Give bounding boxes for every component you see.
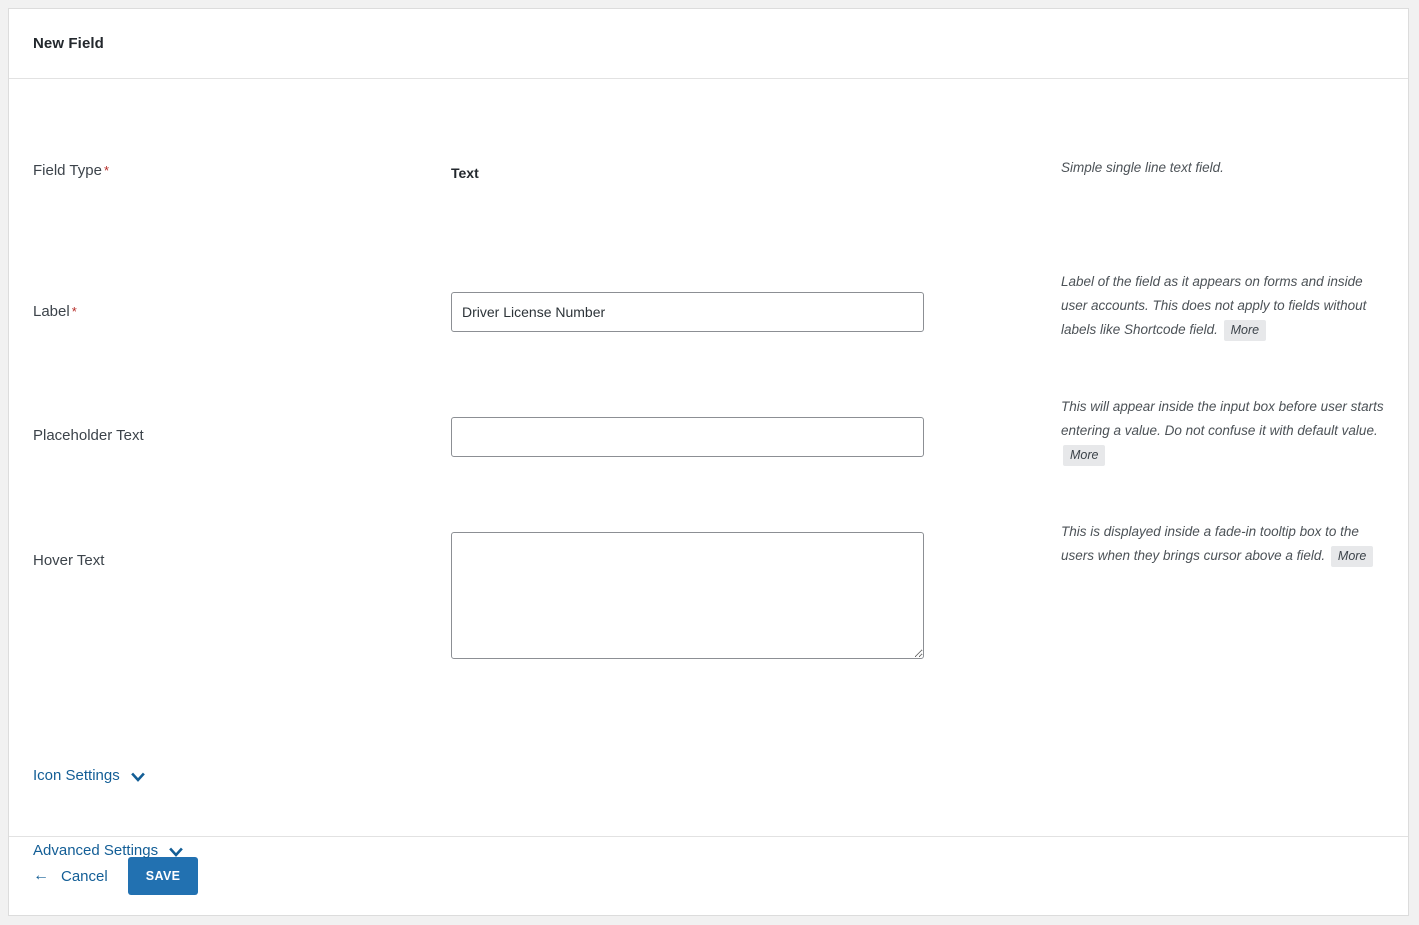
label-label-cell — [33, 264, 451, 322]
save-button[interactable]: SAVE — [128, 857, 199, 895]
placeholder-field-label: Placeholder Text — [33, 427, 144, 444]
placeholder-more-button[interactable]: More — [1063, 445, 1105, 466]
placeholder-description-text: This will appear inside the input box before user starts entering a value. Do not confuse it with default value. — [1061, 399, 1384, 438]
page-title: New Field — [33, 35, 104, 52]
field-type-row — [33, 139, 1386, 181]
label-row — [33, 264, 1386, 342]
cancel-button[interactable] — [33, 867, 108, 885]
label-description — [1043, 264, 1386, 342]
field-type-label-cell — [33, 139, 451, 181]
required-marker: * — [71, 304, 77, 319]
label-more-button[interactable]: More — [1224, 320, 1266, 341]
placeholder-input[interactable] — [451, 417, 924, 457]
arrow-left-icon: ← — [33, 867, 49, 884]
field-type-value-cell — [451, 139, 1043, 181]
advanced-settings-accordion[interactable] — [33, 842, 184, 859]
placeholder-label-cell — [33, 389, 451, 446]
field-type-label: Field Type — [33, 162, 102, 179]
placeholder-input-cell — [451, 389, 1043, 457]
required-marker: * — [103, 163, 109, 178]
hover-input-cell — [451, 514, 1043, 662]
modal-body — [9, 79, 1408, 859]
hover-field-label: Hover Text — [33, 552, 105, 569]
advanced-settings-label: Advanced Settings — [33, 842, 159, 859]
field-type-value: Text — [451, 165, 479, 181]
placeholder-text-row — [33, 389, 1386, 467]
modal-footer — [9, 836, 1408, 915]
hover-text-row — [33, 514, 1386, 662]
modal-header — [9, 9, 1408, 79]
label-input-cell — [451, 264, 1043, 332]
label-field-label: Label — [33, 303, 70, 320]
hover-more-button[interactable]: More — [1331, 546, 1373, 567]
label-input[interactable] — [451, 292, 924, 332]
hover-description-text: This is displayed inside a fade-in tooltip box to the users when they brings cursor above a field. — [1061, 524, 1359, 563]
icon-settings-accordion[interactable] — [33, 767, 146, 784]
new-field-modal — [8, 8, 1409, 916]
chevron-down-icon — [130, 769, 146, 785]
chevron-down-icon — [168, 844, 184, 860]
hover-text-textarea[interactable] — [451, 532, 924, 659]
placeholder-description — [1043, 389, 1386, 467]
hover-description — [1043, 514, 1386, 568]
hover-label-cell — [33, 514, 451, 571]
icon-settings-label: Icon Settings — [33, 767, 120, 784]
cancel-label: Cancel — [61, 867, 108, 885]
label-description-text: Label of the field as it appears on forms and inside user accounts. This does not apply to fields without labels like Shortcode field. — [1061, 274, 1367, 337]
field-type-description: Simple single line text field. — [1061, 160, 1224, 175]
